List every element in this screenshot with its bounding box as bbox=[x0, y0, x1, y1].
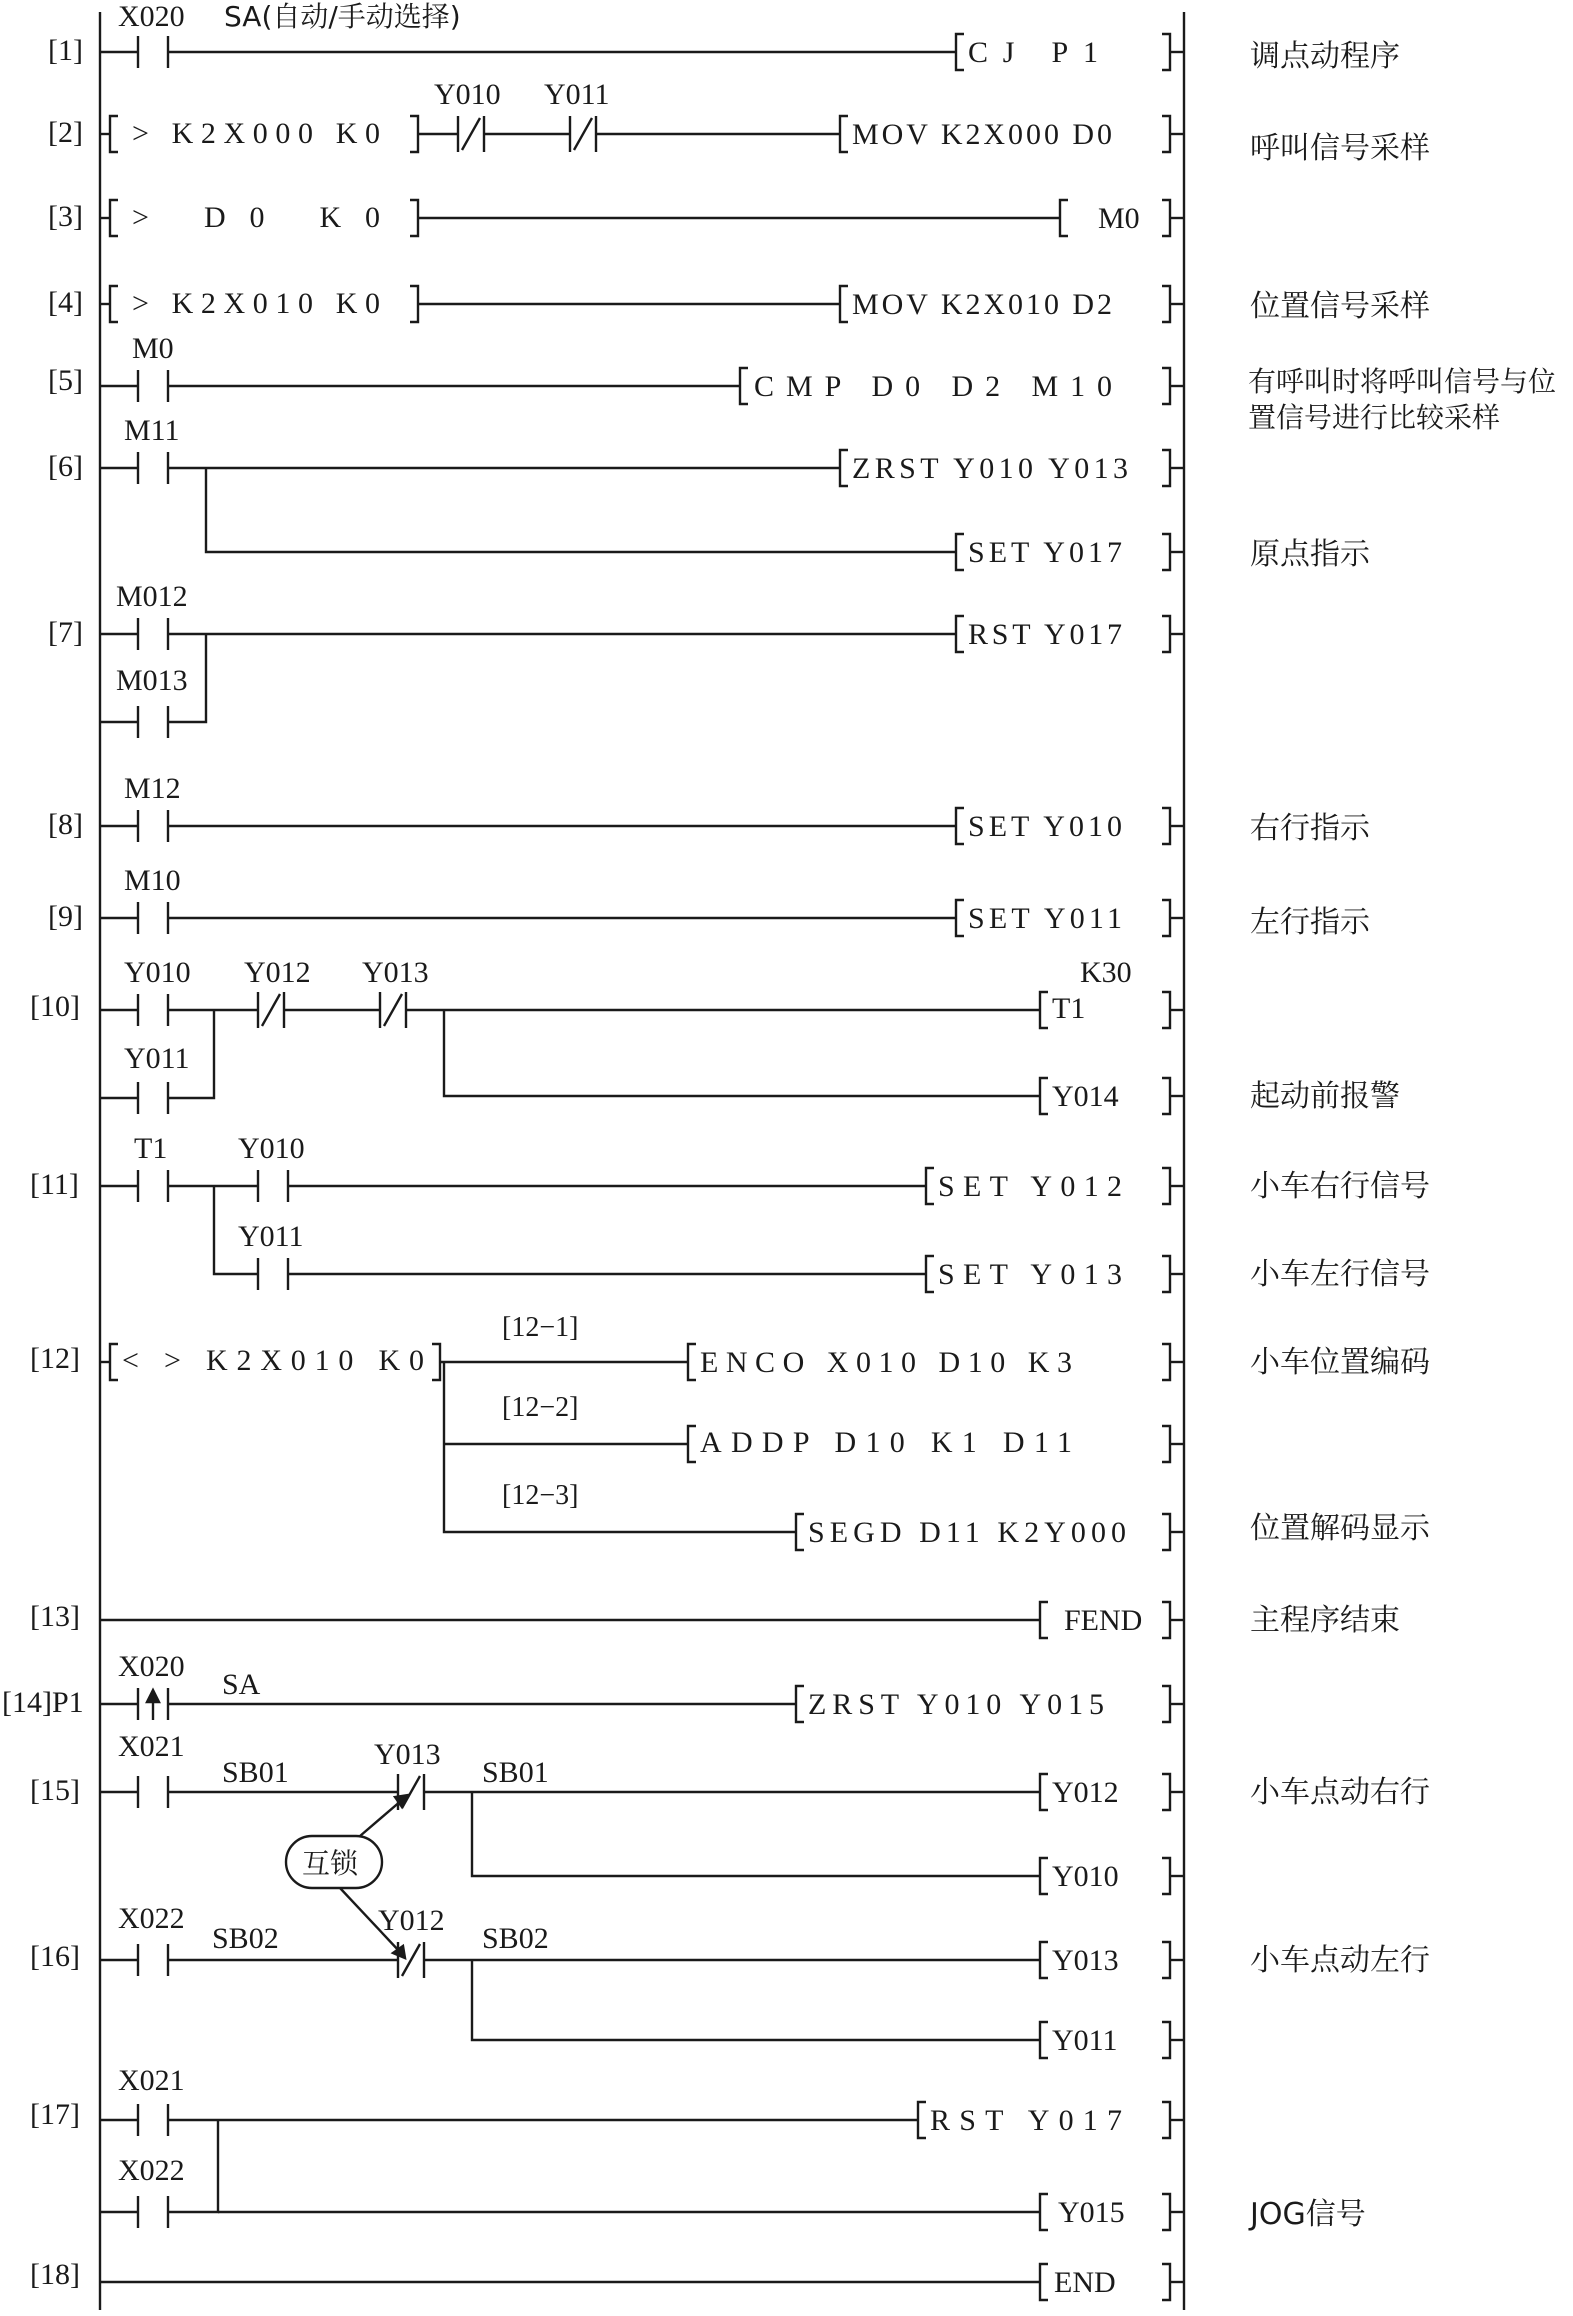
rung-7 bbox=[48, 580, 1184, 738]
rung-number: [14]P1 bbox=[2, 1686, 84, 1719]
rung-comment: 小车点动右行 bbox=[1250, 1775, 1430, 1810]
rung-13 bbox=[30, 1600, 1400, 1638]
contact-label: X021 bbox=[118, 1730, 185, 1763]
instruction: SET Y012 bbox=[938, 1170, 1122, 1203]
rung-number: [10] bbox=[30, 990, 80, 1023]
rung-11 bbox=[30, 1132, 1430, 1292]
contact-note: SB02 bbox=[212, 1922, 279, 1955]
compare-instruction: < > K2X010 K0 bbox=[122, 1344, 424, 1377]
branch-coil: Y010 bbox=[1052, 1860, 1119, 1893]
contact-label: Y013 bbox=[374, 1738, 441, 1771]
rung-comment: 右行指示 bbox=[1250, 811, 1370, 846]
rung-16 bbox=[30, 1902, 1430, 2058]
rung-comment: 小车右行信号 bbox=[1250, 1169, 1430, 1204]
contact-label: M013 bbox=[116, 664, 188, 697]
sub-tag: [12−2] bbox=[502, 1392, 579, 1423]
rung-comment: 有呼叫时将呼叫信号与位置信号进行比较采样 bbox=[1248, 365, 1557, 434]
rung-3 bbox=[48, 200, 1184, 236]
rung-number: [1] bbox=[48, 34, 83, 67]
instruction: ZRST Y010 Y013 bbox=[852, 452, 1128, 485]
rung-2 bbox=[48, 78, 1430, 166]
contact-label: X020 bbox=[118, 1650, 185, 1683]
contact-note: SA(自动/手动选择) bbox=[224, 0, 461, 33]
coil: Y013 bbox=[1052, 1944, 1119, 1977]
instruction: ENCO X010 D10 K3 bbox=[700, 1346, 1072, 1379]
rung-comment: 起动前报警 bbox=[1250, 1079, 1400, 1114]
rung-number: [4] bbox=[48, 286, 83, 319]
rung-number: [17] bbox=[30, 2098, 80, 2131]
interlock-arrow-up bbox=[360, 1800, 402, 1836]
rung-9 bbox=[48, 864, 1371, 940]
rung-number: [7] bbox=[48, 616, 83, 649]
rung-number: [8] bbox=[48, 808, 83, 841]
instruction: END bbox=[1054, 2266, 1116, 2299]
contact-label: Y010 bbox=[238, 1132, 305, 1165]
rung-number: [5] bbox=[48, 364, 83, 397]
rung-12 bbox=[30, 1312, 1431, 1550]
compare-instruction: > K2X000 K0 bbox=[132, 117, 380, 150]
contact-label: M012 bbox=[116, 580, 188, 613]
contact-label: M11 bbox=[124, 414, 180, 447]
rung-comment: 小车位置编码 bbox=[1250, 1345, 1430, 1380]
contact-label: Y011 bbox=[238, 1220, 304, 1253]
rung-comment: 左行指示 bbox=[1250, 905, 1370, 940]
compare-instruction: > D0 K0 bbox=[132, 201, 380, 234]
rung-18 bbox=[30, 2258, 1184, 2300]
rung-comment: 小车点动左行 bbox=[1250, 1943, 1430, 1978]
rung-1 bbox=[48, 0, 1400, 74]
contact-label: M10 bbox=[124, 864, 181, 897]
contact-label: Y013 bbox=[362, 956, 429, 989]
interlock-label: 互锁 bbox=[302, 1847, 359, 1880]
rung-15 bbox=[30, 1730, 1430, 1894]
rung-number: [15] bbox=[30, 1774, 80, 1807]
rung-5 bbox=[48, 332, 1573, 444]
instruction: FEND bbox=[1064, 1604, 1143, 1637]
contact-label: Y011 bbox=[544, 78, 610, 111]
timer-coil: T1 bbox=[1052, 992, 1086, 1025]
branch-coil: Y011 bbox=[1052, 2024, 1118, 2057]
instruction: SEGD D11 K2Y000 bbox=[808, 1516, 1126, 1549]
rung-number: [13] bbox=[30, 1600, 80, 1633]
rung-10 bbox=[30, 956, 1400, 1114]
contact-label: Y010 bbox=[124, 956, 191, 989]
rung-number: [6] bbox=[48, 450, 83, 483]
branch-instruction: SET Y013 bbox=[938, 1258, 1122, 1291]
contact-label: X020 bbox=[118, 0, 185, 33]
branch-instruction: SET Y017 bbox=[968, 536, 1122, 569]
instruction: RST Y017 bbox=[968, 618, 1122, 651]
branch-coil: Y015 bbox=[1058, 2196, 1125, 2229]
contact-label: Y012 bbox=[244, 956, 311, 989]
rung-comment: 呼叫信号采样 bbox=[1250, 131, 1430, 166]
rung-number: [12] bbox=[30, 1342, 80, 1375]
rung-number: [3] bbox=[48, 200, 83, 233]
contact-label: Y011 bbox=[124, 1042, 190, 1075]
contact-label: Y012 bbox=[378, 1904, 445, 1937]
contact-label: M12 bbox=[124, 772, 181, 805]
contact-label: X022 bbox=[118, 1902, 185, 1935]
sub-tag: [12−3] bbox=[502, 1480, 579, 1511]
rung-comment: JOG信号 bbox=[1250, 2197, 1366, 2232]
rung-17 bbox=[30, 2064, 1366, 2232]
rung-comment: 主程序结束 bbox=[1250, 1603, 1400, 1638]
rung-14 bbox=[2, 1650, 1184, 1722]
rung-8 bbox=[48, 772, 1371, 846]
contact-note: SB01 bbox=[482, 1756, 549, 1789]
instruction: CMP D0 D2 M10 bbox=[754, 370, 1112, 403]
coil: M0 bbox=[1098, 202, 1140, 235]
compare-instruction: > K2X010 K0 bbox=[132, 287, 380, 320]
contact-label: X021 bbox=[118, 2064, 185, 2097]
instruction: MOV K2X010 D2 bbox=[852, 288, 1112, 321]
rung-comment: 原点指示 bbox=[1250, 537, 1370, 572]
rung-comment: 位置信号采样 bbox=[1250, 289, 1430, 324]
instruction: SET Y010 bbox=[968, 810, 1122, 843]
contact-label: Y010 bbox=[434, 78, 501, 111]
rung-number: [11] bbox=[30, 1168, 79, 1201]
instruction: ZRST Y010 Y015 bbox=[808, 1688, 1104, 1721]
contact-note: SA bbox=[222, 1668, 261, 1701]
rung-number: [18] bbox=[30, 2258, 80, 2291]
contact-label: X022 bbox=[118, 2154, 185, 2187]
timer-setting: K30 bbox=[1080, 956, 1132, 989]
sub-tag: [12−1] bbox=[502, 1312, 579, 1343]
rung-comment: 位置解码显示 bbox=[1250, 1511, 1430, 1546]
rung-4 bbox=[48, 286, 1430, 324]
rung-number: [16] bbox=[30, 1940, 80, 1973]
rung-6 bbox=[48, 414, 1371, 572]
rung-comment: 调点动程序 bbox=[1250, 39, 1400, 74]
rung-number: [2] bbox=[48, 116, 83, 149]
instruction: SET Y011 bbox=[968, 902, 1122, 935]
contact-note: SB01 bbox=[222, 1756, 289, 1789]
instruction: ADDP D10 K1 D11 bbox=[700, 1426, 1072, 1459]
branch-comment: 小车左行信号 bbox=[1250, 1257, 1430, 1292]
instruction: RST Y017 bbox=[930, 2104, 1122, 2137]
rung-number: [9] bbox=[48, 900, 83, 933]
contact-note: SB02 bbox=[482, 1922, 549, 1955]
coil: Y012 bbox=[1052, 1776, 1119, 1809]
branch-coil: Y014 bbox=[1052, 1080, 1119, 1113]
contact-label: M0 bbox=[132, 332, 174, 365]
instruction: CJ P1 bbox=[968, 36, 1098, 69]
instruction: MOV K2X000 D0 bbox=[852, 118, 1112, 151]
contact-label: T1 bbox=[134, 1132, 168, 1165]
